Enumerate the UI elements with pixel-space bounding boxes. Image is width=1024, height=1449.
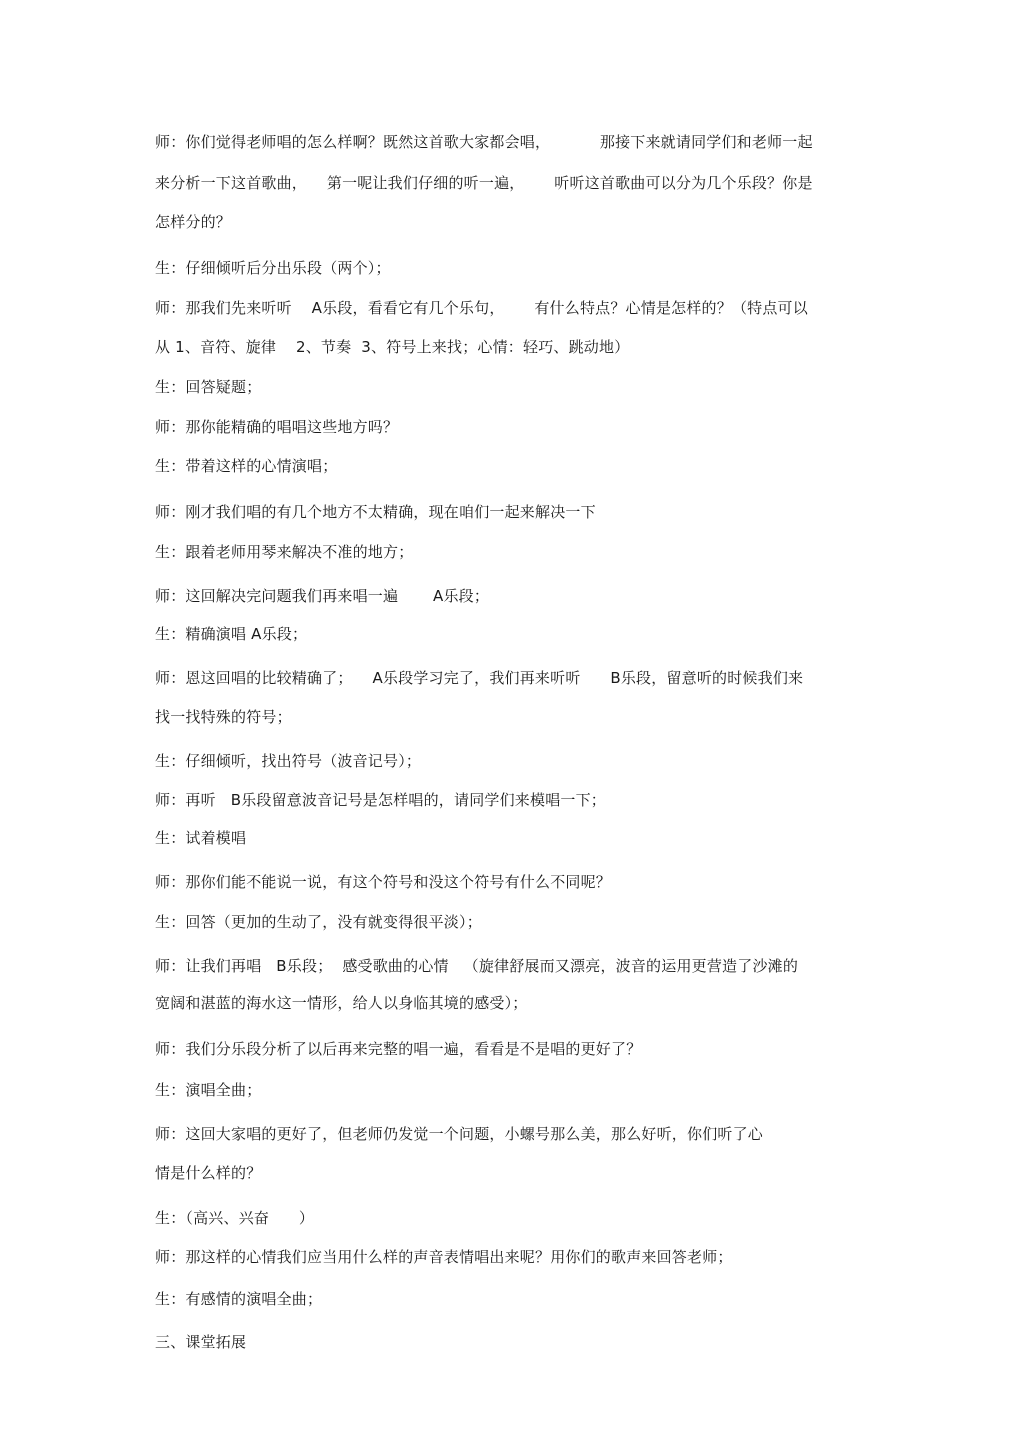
text-line: 师：我们分乐段分析了以后再来完整的唱一遍，看看是不是唱的更好了？ xyxy=(155,1040,642,1058)
text-line: 师：刚才我们唱的有几个地方不太精确，现在咱们一起来解决一下 xyxy=(155,503,596,521)
text-line: 师：那你能精确的唱唱这些地方吗？ xyxy=(155,418,399,436)
text-line: 找一找特殊的符号； xyxy=(155,708,292,726)
text-line: 师：那我们先来听听 A乐段，看看它有几个乐句， 有什么特点？心情是怎样的？（特点可以 xyxy=(155,299,808,317)
text-line: 生：带着这样的心情演唱； xyxy=(155,457,338,475)
text-line: 生：仔细倾听，找出符号（波音记号）； xyxy=(155,752,422,770)
text-line: 生：回答（更加的生动了，没有就变得很平淡）； xyxy=(155,913,482,931)
text-line: 生：精确演唱 A乐段； xyxy=(155,625,308,643)
text-line: 师：这回大家唱的更好了，但老师仍发觉一个问题，小螺号那么美，那么好听，你们听了心 xyxy=(155,1125,764,1143)
text-line: 生：有感情的演唱全曲； xyxy=(155,1290,323,1308)
text-line: 师：这回解决完问题我们再来唱一遍 A乐段； xyxy=(155,587,490,605)
text-line: 从 1、音符、旋律 2、节奏 3、符号上来找；心情：轻巧、跳动地） xyxy=(155,338,630,356)
text-line: 生：（高兴、兴奋 ） xyxy=(155,1209,315,1227)
text-line: 生：回答疑题； xyxy=(155,378,262,396)
text-line: 怎样分的？ xyxy=(155,213,232,231)
text-line: 生：演唱全曲； xyxy=(155,1081,262,1099)
text-line: 生：试着模唱 xyxy=(155,829,247,847)
section-heading: 三、课堂拓展 xyxy=(155,1333,247,1351)
text-line: 师：那这样的心情我们应当用什么样的声音表情唱出来呢？用你们的歌声来回答老师； xyxy=(155,1248,733,1266)
text-line: 生：跟着老师用琴来解决不准的地方； xyxy=(155,543,414,561)
text-line: 师：恩这回唱的比较精确了； A乐段学习完了，我们再来听听 B乐段，留意听的时候我们来 xyxy=(155,669,804,687)
text-line: 生：仔细倾听后分出乐段（两个）； xyxy=(155,259,391,277)
text-line: 师：再听 B乐段留意波音记号是怎样唱的，请同学们来模唱一下； xyxy=(155,791,606,809)
text-line: 来分析一下这首歌曲， 第一呢让我们仔细的听一遍， 听听这首歌曲可以分为几个乐段？你是 xyxy=(155,174,813,192)
text-line: 师：让我们再唱 B乐段； 感受歌曲的心情 （旋律舒展而又漂亮，波音的运用更营造了沙滩的 xyxy=(155,957,799,975)
text-line: 宽阔和湛蓝的海水这一情形，给人以身临其境的感受）； xyxy=(155,994,528,1012)
text-line: 情是什么样的？ xyxy=(155,1164,262,1182)
text-line: 师：你们觉得老师唱的怎么样啊？既然这首歌大家都会唱， 那接下来就请同学们和老师一起 xyxy=(155,133,813,151)
text-line: 师：那你们能不能说一说，有这个符号和没这个符号有什么不同呢？ xyxy=(155,873,612,891)
